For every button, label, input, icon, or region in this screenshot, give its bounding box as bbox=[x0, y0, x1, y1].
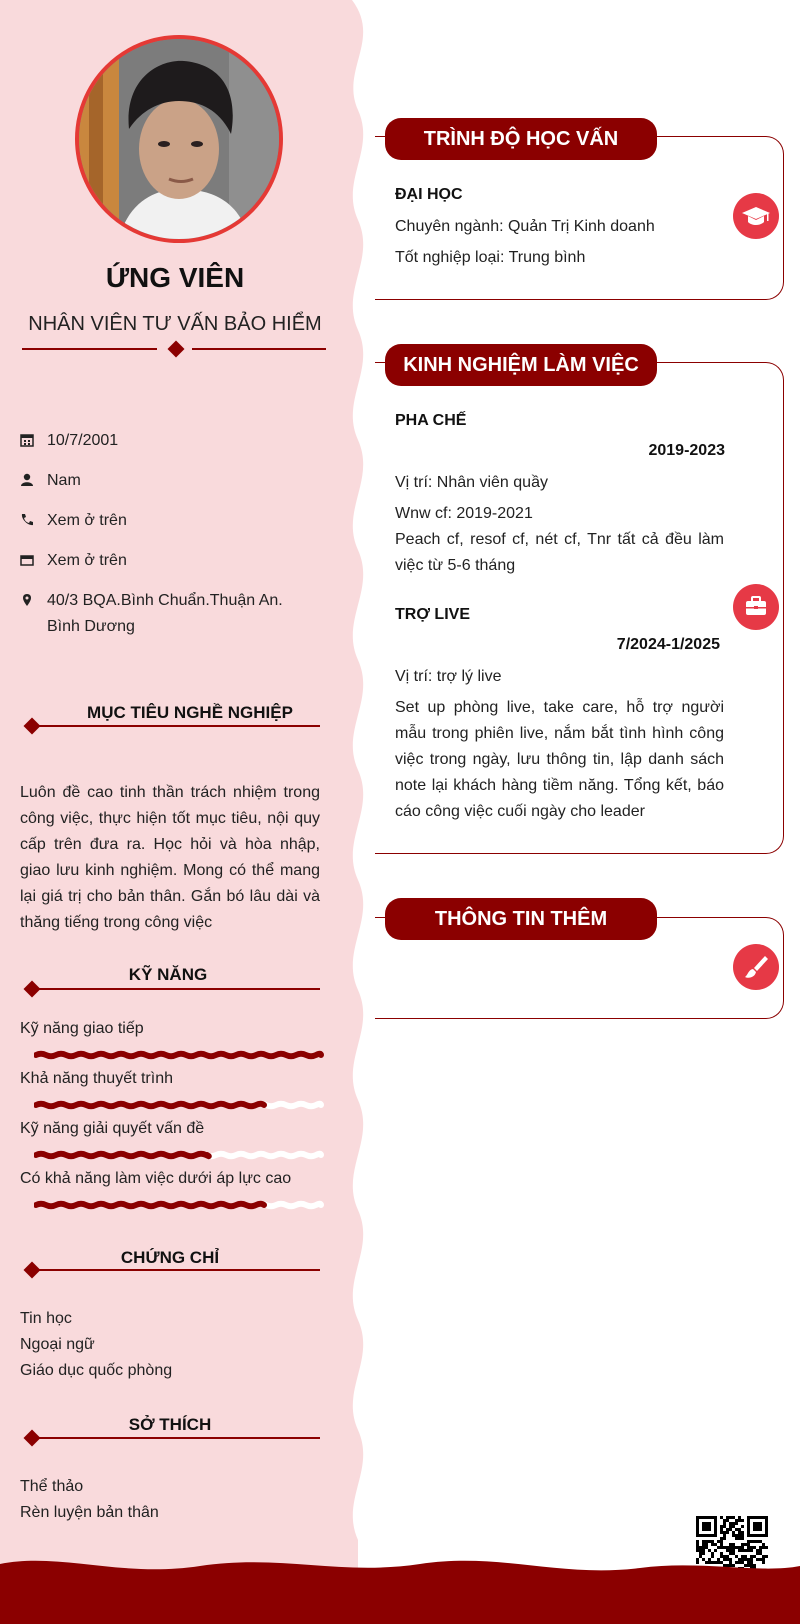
qr-module bbox=[753, 1546, 756, 1549]
qr-module bbox=[708, 1540, 711, 1543]
qr-module bbox=[723, 1534, 726, 1537]
qr-module bbox=[705, 1546, 708, 1549]
job-position: Vị trí: Nhân viên quầy bbox=[395, 474, 548, 491]
skill-label: Khả năng thuyết trình bbox=[20, 1070, 173, 1087]
qr-module bbox=[759, 1540, 762, 1543]
title-divider-right bbox=[192, 348, 326, 350]
objective-text: Luôn đề cao tinh thần trách nhiệm trong công việc, thực hiện tốt mục tiêu, nội quy cấp trên đưa ra. Học hỏi và hòa nhập, giao lưu kinh nghiệm. Mong có thể mang lại giá trị cho bản thân. Gắn bó lâu dài và thăng tiếng trong công việc bbox=[20, 784, 320, 931]
email-icon bbox=[20, 553, 34, 567]
qr-module bbox=[732, 1552, 735, 1555]
graduation-cap-icon bbox=[733, 193, 779, 239]
qr-module bbox=[720, 1537, 723, 1540]
education-major: Chuyên ngành: Quản Trị Kinh doanh bbox=[395, 218, 655, 235]
qr-module bbox=[741, 1546, 744, 1549]
address-text: 40/3 BQA.Bình Chuẩn.Thuận An. Bình Dương bbox=[47, 592, 283, 635]
phone-text: Xem ở trên bbox=[47, 512, 127, 529]
qr-module bbox=[732, 1549, 735, 1552]
email-text: Xem ở trên bbox=[47, 552, 127, 569]
qr-module bbox=[735, 1519, 738, 1522]
info-phone bbox=[20, 508, 320, 534]
qr-module bbox=[741, 1525, 744, 1528]
qr-module bbox=[732, 1543, 735, 1546]
info-gender bbox=[20, 468, 320, 494]
skill-label: Kỹ năng giải quyết vấn đề bbox=[20, 1120, 205, 1137]
qr-module bbox=[723, 1522, 726, 1525]
qr-module bbox=[732, 1531, 735, 1534]
skill-bar bbox=[34, 1148, 324, 1162]
certificates-title: CHỨNG CHỈ bbox=[120, 1248, 220, 1267]
job-description: Set up phòng live, take care, hỗ trợ người mẫu trong phiên live, nắm bắt tình hình công việc trong ngày, lưu thông tin, lập danh sách note lại khách hàng tiềm năng. Tổng kết, báo cáo công việc cuối ngày cho leader bbox=[395, 699, 724, 820]
qr-module bbox=[702, 1543, 705, 1546]
education-grade: Tốt nghiệp loại: Trung bình bbox=[395, 249, 586, 266]
qr-module bbox=[756, 1549, 759, 1552]
calendar-icon bbox=[20, 433, 34, 447]
qr-module bbox=[696, 1543, 699, 1546]
qr-module bbox=[720, 1531, 723, 1534]
qr-module bbox=[744, 1549, 747, 1552]
qr-module bbox=[720, 1546, 723, 1549]
skill-label: Kỹ năng giao tiếp bbox=[20, 1020, 144, 1037]
job-position: Vị trí: trợ lý live bbox=[395, 668, 502, 685]
qr-module bbox=[741, 1543, 744, 1546]
education-school: ĐẠI HỌC bbox=[395, 186, 463, 203]
qr-module bbox=[717, 1540, 720, 1543]
qr-module bbox=[729, 1522, 732, 1525]
phone-icon bbox=[20, 513, 34, 527]
qr-module bbox=[702, 1552, 705, 1555]
skill-label: Có khả năng làm việc dưới áp lực cao bbox=[20, 1170, 292, 1187]
extra-header: THÔNG TIN THÊM bbox=[385, 898, 657, 940]
qr-module bbox=[729, 1543, 732, 1546]
qr-module bbox=[750, 1546, 753, 1549]
footer-wave bbox=[0, 1556, 800, 1624]
briefcase-icon bbox=[733, 584, 779, 630]
qr-module bbox=[717, 1546, 720, 1549]
qr-module bbox=[720, 1543, 723, 1546]
info-address bbox=[20, 588, 320, 640]
location-icon bbox=[20, 593, 34, 607]
gender-text: Nam bbox=[47, 472, 81, 489]
qr-module bbox=[762, 1546, 765, 1549]
user-icon bbox=[20, 473, 34, 487]
qr-module bbox=[723, 1525, 726, 1528]
qr-module bbox=[726, 1528, 729, 1531]
avatar-photo bbox=[79, 39, 279, 239]
skills-underline bbox=[36, 988, 320, 990]
qr-module bbox=[708, 1549, 711, 1552]
hobbies-underline bbox=[36, 1437, 320, 1439]
qr-module bbox=[747, 1540, 750, 1543]
qr-module bbox=[729, 1549, 732, 1552]
qr-module bbox=[765, 1546, 768, 1549]
job-period: 2019-2023 bbox=[648, 442, 725, 459]
qr-module bbox=[729, 1528, 732, 1531]
objective-underline bbox=[36, 725, 320, 727]
certificate-item: Tin học bbox=[20, 1310, 72, 1327]
qr-module bbox=[747, 1543, 750, 1546]
qr-module bbox=[696, 1546, 699, 1549]
qr-module bbox=[741, 1519, 744, 1522]
extra-icon-badge bbox=[733, 944, 779, 990]
qr-module bbox=[738, 1537, 741, 1540]
job-line: Wnw cf: 2019-2021 bbox=[395, 505, 533, 522]
qr-module bbox=[756, 1540, 759, 1543]
info-email bbox=[20, 548, 320, 574]
qr-module bbox=[756, 1552, 759, 1555]
education-header: TRÌNH ĐỘ HỌC VẤN bbox=[385, 118, 657, 160]
qr-module bbox=[696, 1540, 699, 1543]
qr-module bbox=[732, 1534, 735, 1537]
qr-module bbox=[726, 1519, 729, 1522]
qr-module bbox=[720, 1528, 723, 1531]
experience-icon-badge bbox=[733, 584, 779, 630]
qr-finder bbox=[753, 1522, 762, 1531]
qr-module bbox=[738, 1549, 741, 1552]
qr-module bbox=[741, 1534, 744, 1537]
qr-module bbox=[699, 1549, 702, 1552]
qr-module bbox=[729, 1525, 732, 1528]
birthday-text: 10/7/2001 bbox=[47, 432, 119, 449]
brush-icon bbox=[733, 944, 779, 990]
qr-module bbox=[726, 1531, 729, 1534]
qr-module bbox=[738, 1519, 741, 1522]
qr-module bbox=[726, 1546, 729, 1549]
hobby-item: Thể thảo bbox=[20, 1478, 84, 1495]
qr-module bbox=[759, 1552, 762, 1555]
objective-title: MỤC TIÊU NGHỀ NGHIỆP bbox=[87, 703, 293, 722]
skills-title: KỸ NĂNG bbox=[128, 965, 208, 984]
avatar bbox=[75, 35, 283, 243]
job-description: Peach cf, resof cf, nét cf, Tnr tất cả đều làm việc từ 5-6 tháng bbox=[395, 531, 724, 574]
qr-module bbox=[762, 1543, 765, 1546]
qr-module bbox=[699, 1546, 702, 1549]
qr-module bbox=[711, 1552, 714, 1555]
title-divider-left bbox=[22, 348, 157, 350]
qr-module bbox=[723, 1537, 726, 1540]
hobbies-title: SỞ THÍCH bbox=[128, 1415, 212, 1434]
qr-module bbox=[696, 1549, 699, 1552]
qr-module bbox=[705, 1540, 708, 1543]
qr-module bbox=[741, 1549, 744, 1552]
qr-module bbox=[738, 1531, 741, 1534]
job-name: PHA CHẾ bbox=[395, 412, 467, 429]
qr-module bbox=[723, 1519, 726, 1522]
skill-bar bbox=[34, 1098, 324, 1112]
candidate-name: ỨNG VIÊN bbox=[105, 262, 245, 293]
education-icon-badge bbox=[733, 193, 779, 239]
qr-module bbox=[711, 1543, 714, 1546]
qr-module bbox=[750, 1549, 753, 1552]
qr-module bbox=[729, 1516, 732, 1519]
skill-bar-fill bbox=[36, 1204, 264, 1207]
skill-bar-fill bbox=[36, 1154, 209, 1157]
qr-module bbox=[720, 1552, 723, 1555]
hobby-item: Rèn luyện bản thân bbox=[20, 1504, 159, 1521]
qr-module bbox=[747, 1546, 750, 1549]
qr-module bbox=[753, 1540, 756, 1543]
qr-module bbox=[759, 1549, 762, 1552]
qr-module bbox=[729, 1552, 732, 1555]
qr-module bbox=[723, 1546, 726, 1549]
qr-module bbox=[699, 1552, 702, 1555]
qr-module bbox=[738, 1528, 741, 1531]
qr-module bbox=[720, 1540, 723, 1543]
qr-module bbox=[726, 1549, 729, 1552]
qr-module bbox=[702, 1540, 705, 1543]
qr-module bbox=[732, 1516, 735, 1519]
experience-header: KINH NGHIỆM LÀM VIỆC bbox=[385, 344, 657, 386]
qr-module bbox=[705, 1543, 708, 1546]
qr-module bbox=[741, 1537, 744, 1540]
certificate-item: Ngoại ngữ bbox=[20, 1336, 95, 1353]
qr-module bbox=[759, 1546, 762, 1549]
candidate-title: NHÂN VIÊN TƯ VẤN BẢO HIỂM bbox=[28, 313, 322, 335]
qr-module bbox=[738, 1534, 741, 1537]
qr-module bbox=[747, 1549, 750, 1552]
skill-bar bbox=[34, 1198, 324, 1212]
qr-module bbox=[741, 1531, 744, 1534]
job-period: 7/2024-1/2025 bbox=[616, 636, 720, 653]
qr-module bbox=[750, 1540, 753, 1543]
skill-bar-fill bbox=[36, 1054, 321, 1057]
certificates-underline bbox=[36, 1269, 320, 1271]
qr-module bbox=[702, 1549, 705, 1552]
qr-module bbox=[714, 1549, 717, 1552]
qr-module bbox=[702, 1546, 705, 1549]
qr-module bbox=[711, 1540, 714, 1543]
qr-module bbox=[726, 1516, 729, 1519]
qr-module bbox=[723, 1531, 726, 1534]
qr-module bbox=[732, 1522, 735, 1525]
qr-module bbox=[735, 1546, 738, 1549]
certificate-item: Giáo dục quốc phòng bbox=[20, 1362, 173, 1379]
qr-module bbox=[720, 1525, 723, 1528]
qr-module bbox=[738, 1546, 741, 1549]
qr-module bbox=[744, 1543, 747, 1546]
qr-module bbox=[738, 1516, 741, 1519]
qr-module bbox=[735, 1537, 738, 1540]
qr-finder bbox=[702, 1522, 711, 1531]
qr-module bbox=[735, 1534, 738, 1537]
qr-module bbox=[720, 1516, 723, 1519]
skill-bar bbox=[34, 1048, 324, 1062]
info-birthday bbox=[20, 428, 320, 454]
qr-module bbox=[735, 1528, 738, 1531]
qr-module bbox=[735, 1522, 738, 1525]
job-name: TRỢ LIVE bbox=[395, 606, 470, 623]
qr-module bbox=[714, 1543, 717, 1546]
qr-module bbox=[732, 1546, 735, 1549]
qr-module bbox=[732, 1525, 735, 1528]
skill-bar-fill bbox=[36, 1104, 264, 1107]
qr-module bbox=[729, 1546, 732, 1549]
